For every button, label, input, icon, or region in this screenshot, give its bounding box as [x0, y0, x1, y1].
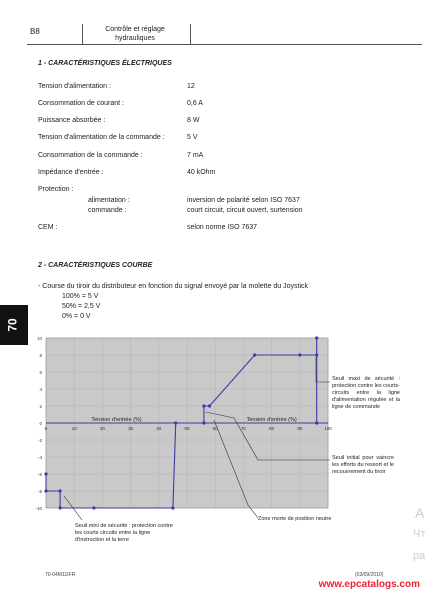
spec-value: 7 mA: [187, 152, 204, 159]
section-title-electrical: 1 - CARACTÉRISTIQUES ÉLECTRIQUES: [38, 60, 172, 67]
x-tick-label: 20: [99, 426, 105, 431]
doc-date: (03/09/2010): [355, 572, 384, 578]
x-tick-label: 90: [297, 426, 303, 431]
spec-value: 8 W: [187, 117, 200, 124]
y-tick-label: -8: [37, 489, 42, 494]
y-tick-label: 4: [39, 387, 42, 392]
section-title-curve: 2 - CARACTÉRISTIQUES COURBE: [38, 262, 153, 269]
spec-value: 5 V: [187, 134, 198, 141]
voltage-level: 0% = 0 V: [62, 313, 91, 320]
x-tick-label: 10: [71, 426, 77, 431]
spec-label: Consommation de la commande :: [38, 152, 143, 159]
protection-value: court circuit, circuit ouvert, surtension: [187, 207, 303, 214]
cem-label: CEM :: [38, 224, 58, 231]
protection-value: inversion de polarité selon ISO 7637: [187, 197, 300, 204]
x-tick-label: 0: [44, 426, 48, 431]
protection-sub-label: commande :: [88, 207, 127, 214]
x-axis-label: Tension d'entrée (%): [91, 417, 142, 423]
spec-label: Puissance absorbée :: [38, 117, 106, 124]
y-tick-label: 8: [39, 353, 42, 358]
protection-label: Protection :: [38, 186, 74, 193]
x-tick-label: 30: [128, 426, 134, 431]
y-tick-label: 10: [36, 336, 42, 341]
page-code: B8: [30, 27, 40, 36]
site-watermark[interactable]: www.epcatalogs.com: [318, 579, 420, 590]
x-tick-label: 100: [324, 426, 332, 431]
spec-label: Impédance d'entrée :: [38, 169, 104, 176]
spec-label: Consommation de courant :: [38, 100, 124, 107]
leader-line: [206, 412, 330, 460]
cem-value: selon norme ISO 7637: [187, 224, 258, 231]
spec-value: 40 kOhm: [187, 169, 216, 176]
voltage-level: 100% = 5 V: [62, 293, 99, 300]
ghost-text: ра: [413, 550, 426, 562]
chapter-tab-label: 70: [5, 318, 20, 332]
leader-line: [214, 420, 258, 518]
page-title: Contrôle et réglage hydrauliques: [105, 26, 165, 42]
annotation-initial-threshold: Seuil initial pour vaincre les efforts du ressort et le recouvrement du tiroir: [332, 455, 394, 475]
spec-value: 0,6 A: [187, 100, 203, 107]
x-tick-label: 40: [156, 426, 162, 431]
doc-reference: 70-04M11IFR: [45, 572, 76, 578]
annotation-max-threshold: Seuil maxi de sécurité : protection contre les courts-circuits entre la ligne d'alimentation régulée et la ligne de commande: [332, 376, 400, 410]
y-tick-label: 6: [39, 370, 42, 375]
annotation-dead-zone: Zone morte de position neutre: [258, 516, 332, 522]
x-tick-label: 70: [240, 426, 246, 431]
ghost-text: А: [415, 505, 425, 521]
x-tick-label: 80: [269, 426, 275, 431]
annotation-min-threshold: Seuil mini de sécurité : protection contre les courts circuits entre la ligne d'instruction et la terre: [75, 523, 173, 543]
spec-label: Tension d'alimentation :: [38, 83, 111, 90]
y-tick-label: -4: [37, 455, 42, 460]
y-tick-label: -2: [37, 438, 42, 443]
voltage-level: 50% = 2,5 V: [62, 303, 101, 310]
y-tick-label: 0: [39, 421, 42, 426]
protection-sub-label: alimentation :: [88, 197, 130, 204]
spec-value: 12: [187, 83, 195, 90]
y-tick-label: -10: [35, 506, 42, 511]
leader-line: [316, 357, 330, 382]
spec-label: Tension d'alimentation de la commande :: [38, 134, 165, 141]
curve-intro: - Course du tiroir du distributeur en fonction du signal envoyé par la molette du Joystick: [38, 283, 309, 290]
leader-line: [64, 496, 82, 520]
ghost-text: Чт: [413, 528, 426, 540]
y-tick-label: 2: [39, 404, 42, 409]
x-axis-label: Tension d'entrée (%): [246, 417, 297, 423]
x-tick-label: 60: [212, 426, 218, 431]
y-tick-label: -6: [37, 472, 42, 477]
x-tick-label: 50: [184, 426, 190, 431]
